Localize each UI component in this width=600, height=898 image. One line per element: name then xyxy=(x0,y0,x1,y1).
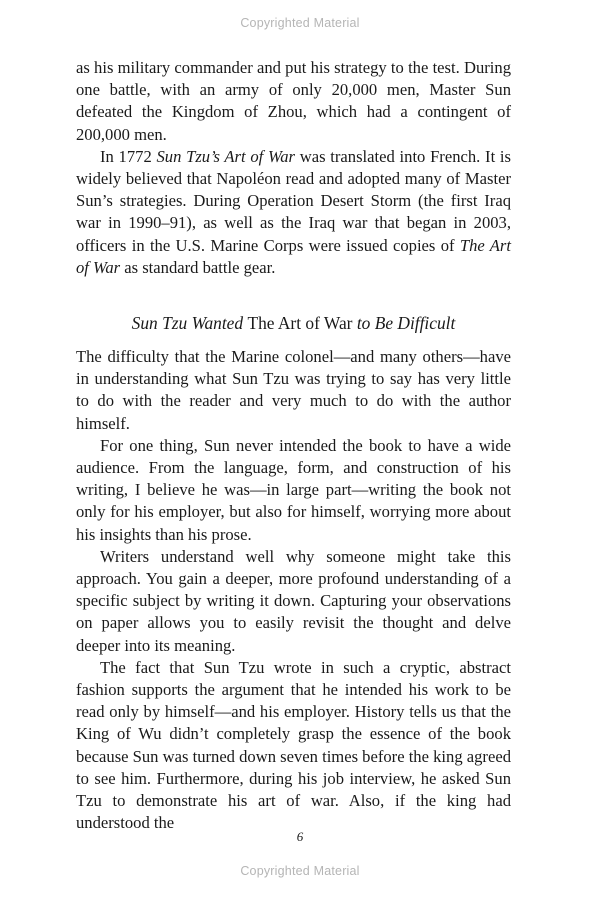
section-heading xyxy=(76,312,511,334)
paragraph-translation-history xyxy=(76,146,511,279)
copyright-watermark-top: Copyrighted Material xyxy=(240,16,360,30)
paragraph-cryptic: The fact that Sun Tzu wrote in such a cryptic, abstract fashion supports the argument that he intended his work to be read only by himself—and his employer. History tells us that the King of Wu didn’t completely grasp the essence of the book because Sun was turned down seven times before the king agreed to see him. Furthermore, during his job interview, he asked Sun Tzu to demonstrate his art of war. Also, if the king had understood the xyxy=(76,657,511,833)
book-title-italic: Sun Tzu’s Art of War xyxy=(156,146,296,166)
heading-book-title: The Art of War xyxy=(247,313,353,334)
paragraph-continuation: as his military commander and put his strategy to the test. During one battle, with an army of only 20,000 men, Master Sun defeated the Kingdom of Zhou, which had a contingent of 200,000 men. xyxy=(76,58,511,144)
paragraph-text: as standard battle gear. xyxy=(120,257,276,277)
heading-italic-part: Sun Tzu Wanted xyxy=(131,313,248,334)
heading-italic-part: to Be Difficult xyxy=(352,313,456,334)
page-body xyxy=(76,57,511,835)
paragraph-audience: For one thing, Sun never intended the book to have a wide audience. From the language, form, and construction of his writing, I believe he was—in large part—writing the book not only for his employer, but also for himself, worrying more about his insights than his prose. xyxy=(76,435,511,544)
paragraph-writers: Writers understand well why someone might take this approach. You gain a deeper, more profound understanding of a specific subject by writing it down. Capturing your observations on paper allows you to easily revisit the thought and delve deeper into its meaning. xyxy=(76,546,511,655)
paragraph-difficulty: The difficulty that the Marine colonel—and many others—have in understanding what Sun Tzu was trying to say has very little to do with the reader and very much to do with the author himself. xyxy=(76,347,511,433)
page-number: 6 xyxy=(296,829,304,844)
copyright-watermark-bottom: Copyrighted Material xyxy=(240,864,360,878)
paragraph-text: In 1772 xyxy=(100,146,157,166)
paragraph-text: was translated into French. It is widely believed that Napoléon read and adopted many of Master Sun’s strategies. During Operation Desert Storm (the first Iraq war in 1990–91), as well as the Iraq war that began in 2003, officers in the U.S. Marine Corps were issued copies of xyxy=(76,146,511,255)
book-title-italic: The Art of War xyxy=(76,235,512,277)
